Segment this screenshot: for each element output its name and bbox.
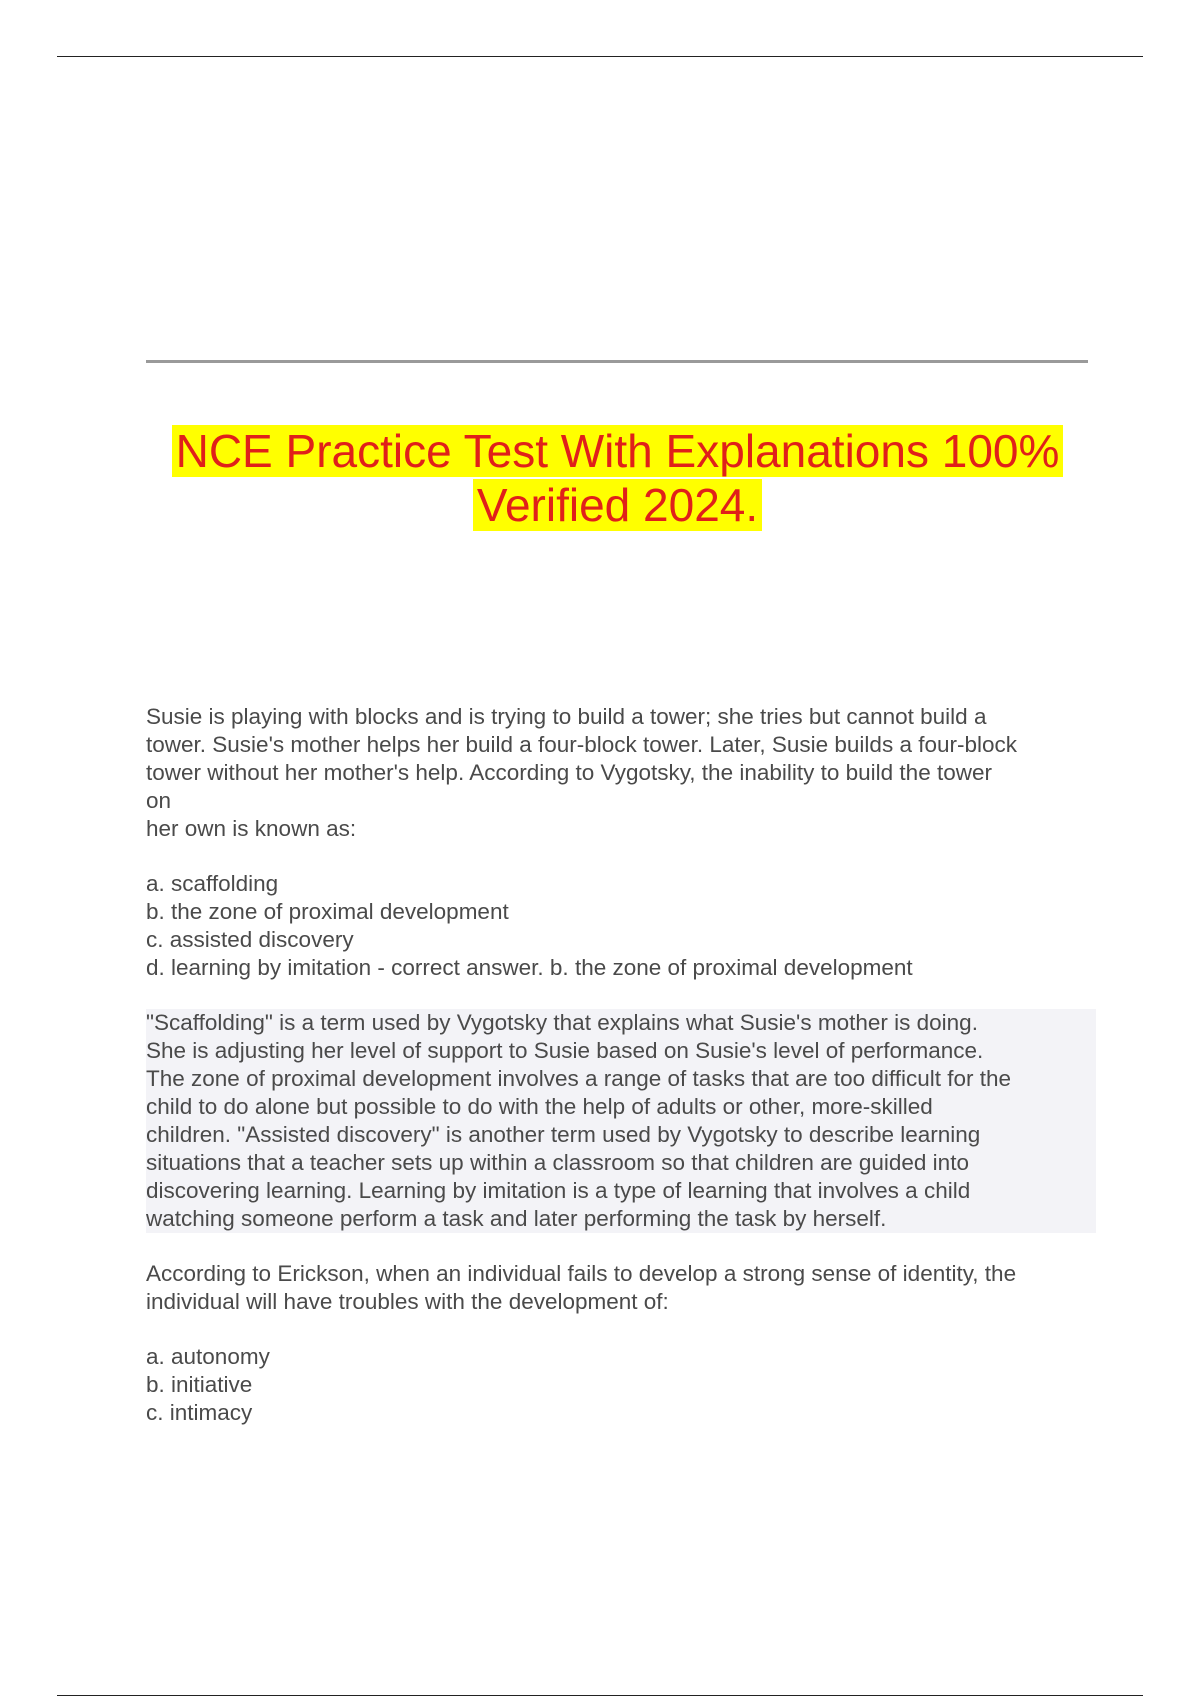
explanation-line: "Scaffolding" is a term used by Vygotsky that explains what Susie's mother is doing.	[146, 1010, 978, 1035]
question-1-stem-line: Susie is playing with blocks and is trying to build a tower; she tries but cannot build a	[146, 704, 987, 729]
spacer	[146, 1316, 1096, 1343]
question-2-option-a: a. autonomy	[146, 1344, 270, 1369]
question-1-option-a: a. scaffolding	[146, 871, 279, 896]
spacer	[146, 1233, 1096, 1260]
title-line-1: NCE Practice Test With Explanations 100%	[172, 425, 1064, 477]
question-2	[146, 1260, 1096, 1427]
question-1-option-c: c. assisted discovery	[146, 927, 354, 952]
document-title	[140, 424, 1095, 532]
spacer	[146, 843, 1096, 870]
footer-rule	[57, 1695, 1143, 1696]
question-1-option-d-with-answer: d. learning by imitation - correct answer. b. the zone of proximal development	[146, 955, 913, 980]
question-2-stem-line: According to Erickson, when an individual fails to develop a strong sense of identity, the	[146, 1261, 1017, 1286]
explanation-line: She is adjusting her level of support to Susie based on Susie's level of performance.	[146, 1038, 984, 1063]
explanation-line: discovering learning. Learning by imitation is a type of learning that involves a child	[146, 1178, 971, 1203]
question-1-stem-line: tower without her mother's help. According to Vygotsky, the inability to build the tower	[146, 760, 992, 785]
document-body	[146, 703, 1096, 1427]
title-divider	[146, 360, 1088, 363]
question-2-option-b: b. initiative	[146, 1372, 253, 1397]
header-rule	[57, 56, 1143, 57]
title-line-2: Verified 2024.	[473, 479, 762, 531]
question-1-option-b: b. the zone of proximal development	[146, 899, 509, 924]
question-1-stem-line: tower. Susie's mother helps her build a four-block tower. Later, Susie builds a four-block	[146, 732, 1017, 757]
explanation-line: situations that a teacher sets up within a classroom so that children are guided into	[146, 1150, 969, 1175]
explanation-line: watching someone perform a task and later performing the task by herself.	[146, 1206, 887, 1231]
question-2-option-c: c. intimacy	[146, 1400, 253, 1425]
explanation-line: children. "Assisted discovery" is another term used by Vygotsky to describe learning	[146, 1122, 981, 1147]
question-2-stem-line: individual will have troubles with the development of:	[146, 1289, 669, 1314]
question-1-explanation	[146, 1009, 1096, 1233]
explanation-line: The zone of proximal development involves a range of tasks that are too difficult for the	[146, 1066, 1012, 1091]
question-1-stem-line: on	[146, 788, 172, 813]
question-1-stem-line: her own is known as:	[146, 816, 357, 841]
question-1	[146, 703, 1096, 1233]
explanation-line: child to do alone but possible to do with the help of adults or other, more-skilled	[146, 1094, 933, 1119]
spacer	[146, 982, 1096, 1009]
